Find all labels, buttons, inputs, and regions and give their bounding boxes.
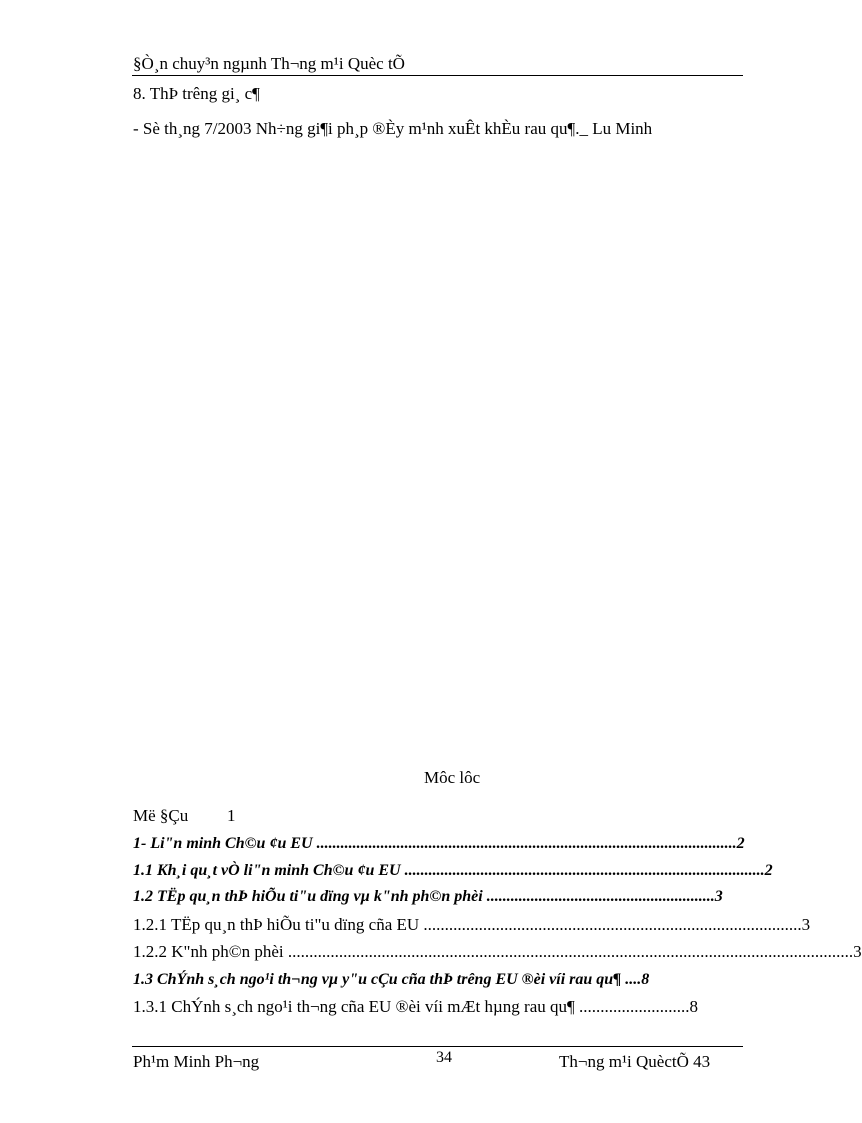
footer-rule xyxy=(132,1046,743,1047)
toc-row-text: 1- Li"n minh Ch©u ¢u EU xyxy=(133,835,317,852)
toc-row-dots: ......................................................................................... xyxy=(423,915,802,934)
toc-row-page: 8 xyxy=(689,997,698,1016)
toc-row[interactable] xyxy=(133,997,766,1017)
toc-row-text: 1.2 TËp qu¸n thÞ hiÕu ti"u dïng vµ k"nh ph©n phèi xyxy=(133,888,487,905)
toc-row-dots: .... xyxy=(625,971,642,988)
toc-intro-page: 1 xyxy=(227,806,236,825)
toc-row-dots: .......................................................................................... xyxy=(404,862,765,879)
toc-row-text: 1.3 ChÝnh s¸ch ngo¹i th¬ng vµ y"u cÇu cña thÞ trêng EU ®èi víi rau qu¶ xyxy=(133,971,626,988)
footer-page-number: 34 xyxy=(436,1049,452,1066)
reference-item-dash: - Sè th¸ng 7/2003 Nh÷ng gi¶i ph¸p ®Èy m¹nh xuÊt khÈu rau qu¶._ Lu Minh xyxy=(133,119,653,138)
toc-row-dots: ..................................................................................................................................... xyxy=(287,942,854,961)
header-rule xyxy=(132,75,743,76)
toc-title: Môc lôc xyxy=(424,768,481,787)
toc-row-dots: .......................... xyxy=(578,997,690,1016)
toc-row-page: 8 xyxy=(641,971,650,988)
toc-row[interactable] xyxy=(133,942,862,962)
toc-row[interactable] xyxy=(133,862,773,880)
toc-row-page: 3 xyxy=(714,888,723,905)
toc-row-text: 1.1 Kh¸i qu¸t vÒ li"n minh Ch©u ¢u EU xyxy=(133,862,405,879)
toc-row[interactable] xyxy=(133,835,766,853)
toc-intro-label: Më §Çu xyxy=(133,806,189,825)
toc-row-page: 3 xyxy=(853,942,862,961)
footer-author: Ph¹m Minh Ph¬ng xyxy=(133,1052,260,1071)
toc-row[interactable] xyxy=(133,915,811,935)
page-header-title: §Ò¸n chuy³n ngµnh Th¬ng m¹i Quèc tÕ xyxy=(133,54,405,73)
toc-row-dots: ......................................................................................................... xyxy=(316,835,737,852)
toc-row[interactable] xyxy=(133,971,766,989)
toc-row-text: 1.2.2 K"nh ph©n phèi xyxy=(133,942,288,961)
reference-item-8: 8. ThÞ trêng gi¸ c¶ xyxy=(133,84,260,103)
toc-row[interactable] xyxy=(133,888,766,906)
toc-row-text: 1.2.1 TËp qu¸n thÞ hiÕu ti"u dïng cña EU xyxy=(133,915,424,934)
toc-row-page: 2 xyxy=(736,835,745,852)
toc-row-dots: ......................................................... xyxy=(486,888,715,905)
footer-class: Th¬ng m¹i QuèctÕ 43 xyxy=(559,1052,711,1071)
toc-row-page: 3 xyxy=(801,915,811,934)
toc-row-page: 2 xyxy=(764,862,773,879)
toc-row-text: 1.3.1 ChÝnh s¸ch ngo¹i th¬ng cña EU ®èi víi mÆt hµng rau qu¶ xyxy=(133,997,579,1016)
